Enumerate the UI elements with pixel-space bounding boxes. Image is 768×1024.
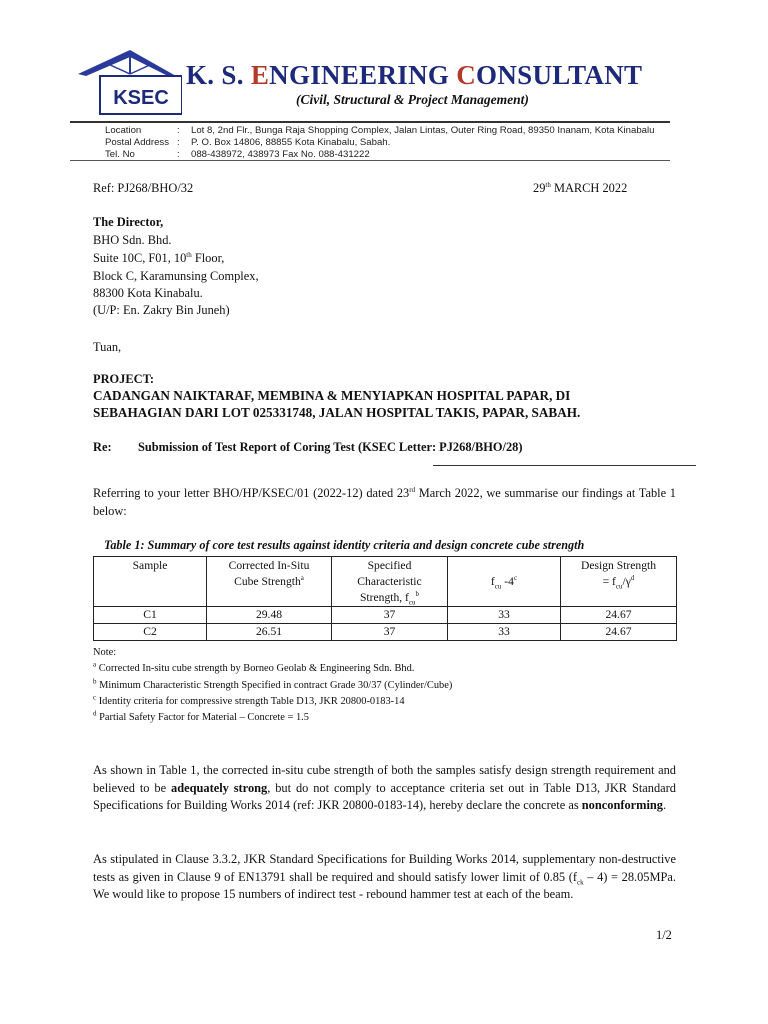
re-label: Re: xyxy=(93,440,112,454)
header-corrected-strength: Corrected In-Situ Cube Strength$^a$ xyxy=(207,557,332,607)
recipient-title: The Director, xyxy=(93,215,164,229)
note-a: $^a$ Corrected In-situ cube strength by Borneo Geolab & Engineering Sdn. Bhd. xyxy=(93,660,415,674)
contact-postal: Postal Address : P. O. Box 14806, 88855 Kota Kinabalu, Sabah. xyxy=(105,137,391,148)
letterhead-rule-bottom xyxy=(70,160,670,161)
recipient-address-2: Block C, Karamunsing Complex, xyxy=(93,269,259,283)
recipient-attention: (U/P: En. Zakry Bin Juneh) xyxy=(93,303,230,317)
proposal-paragraph: As stipulated in Clause 3.3.2, JKR Standard Specifications for Building Works 2014, supplementary non-destructive tests as given in Clause 9 of EN13791 shall be required and should satisfy lower limit of 0.85 $(f_{ck} - 4) = 28.05MPa$. We would like to propose 15 numbers of indirect test - rebound hammer test at each of the beam. xyxy=(93,852,677,901)
cell-fcu-minus-4: 33 xyxy=(448,607,561,624)
cell-corrected: 29.48 xyxy=(207,607,332,624)
table-row xyxy=(94,624,677,641)
intro-paragraph: Referring to your letter BHO/HP/KSEC/01 (2022-12) dated 23rd March 2022, we summarise our findings at Table 1 below: xyxy=(93,485,676,518)
project-label: PROJECT: xyxy=(93,372,155,386)
header-specified-strength: Specified Characteristic Strength, $f_{cu}^b$ xyxy=(332,557,448,607)
cell-corrected: 26.51 xyxy=(207,624,332,641)
project-line-1: CADANGAN NAIKTARAF, MEMBINA & MENYIAPKAN HOSPITAL PAPAR, DI xyxy=(93,388,571,403)
cell-sample: C1 xyxy=(94,607,207,624)
table-row xyxy=(94,607,677,624)
cell-sample: C2 xyxy=(94,624,207,641)
header-design-strength: Design Strength = $f_{cu}/\gamma^d$ xyxy=(561,557,677,607)
header-sample: Sample xyxy=(94,557,207,607)
note-b: $^b$ Minimum Characteristic Strength Specified in contract Grade 30/37 (Cylinder/Cube) xyxy=(93,677,453,691)
company-name: K. S. ENGINEERING CONSULTANT xyxy=(186,60,643,90)
page-number: 1/2 xyxy=(656,928,672,942)
results-table xyxy=(93,556,677,641)
cell-design: 24.67 xyxy=(561,607,677,624)
company-subtitle: (Civil, Structural & Project Management) xyxy=(296,92,529,107)
letter-date: 29th MARCH 2022 xyxy=(533,180,628,195)
cell-fcu-minus-4: 33 xyxy=(448,624,561,641)
cell-specified: 37 xyxy=(332,607,448,624)
reference-number: Ref: PJ268/BHO/32 xyxy=(93,181,194,195)
contact-tel: Tel. No : 088-438972, 438973 Fax No. 088-431222 xyxy=(105,149,370,160)
recipient-address-3: 88300 Kota Kinabalu. xyxy=(93,286,203,300)
recipient-address-1: Suite 10C, F01, 10th Floor, xyxy=(93,250,225,265)
salutation: Tuan, xyxy=(93,340,122,354)
logo-text: KSEC xyxy=(113,87,169,109)
letterhead-rule xyxy=(70,121,670,123)
cell-specified: 37 xyxy=(332,624,448,641)
note-d: $^d$ Partial Safety Factor for Material – Concrete = 1.5 xyxy=(93,709,309,723)
note-c: $^c$ Identity criteria for compressive strength Table D13, JKR 20800-0183-14 xyxy=(93,693,405,707)
header-fcu-minus-4: $f_{cu}$ -4$^c$ xyxy=(448,557,561,607)
company-logo xyxy=(70,48,182,118)
notes-label: Note: xyxy=(93,647,117,658)
cell-design: 24.67 xyxy=(561,624,677,641)
project-line-2: SEBAHAGIAN DARI LOT 025331748, JALAN HOSPITAL TAKIS, PAPAR, SABAH. xyxy=(93,405,581,420)
recipient-company: BHO Sdn. Bhd. xyxy=(93,233,172,247)
subject-underline xyxy=(433,465,696,466)
re-subject: Submission of Test Report of Coring Test (KSEC Letter: PJ268/BHO/28) xyxy=(138,440,523,454)
findings-paragraph: As shown in Table 1, the corrected in-situ cube strength of both the samples satisfy design strength requirement and believed to be adequately strong, but do not comply to acceptance criteria set out in Table D13, JKR Standard Specifications for Building Works 2014 (ref: JKR 20800-0183-14), hereby declare the concrete as nonconforming. xyxy=(93,763,676,812)
contact-location: Location : Lot 8, 2nd Flr., Bunga Raja Shopping Complex, Jalan Lintas, Outer Ring Road, 89350 Inanam, Kota Kinabalu xyxy=(105,125,655,136)
table-caption: Table 1: Summary of core test results against identity criteria and design concrete cube strength xyxy=(104,538,585,552)
table-header-row xyxy=(94,557,677,607)
